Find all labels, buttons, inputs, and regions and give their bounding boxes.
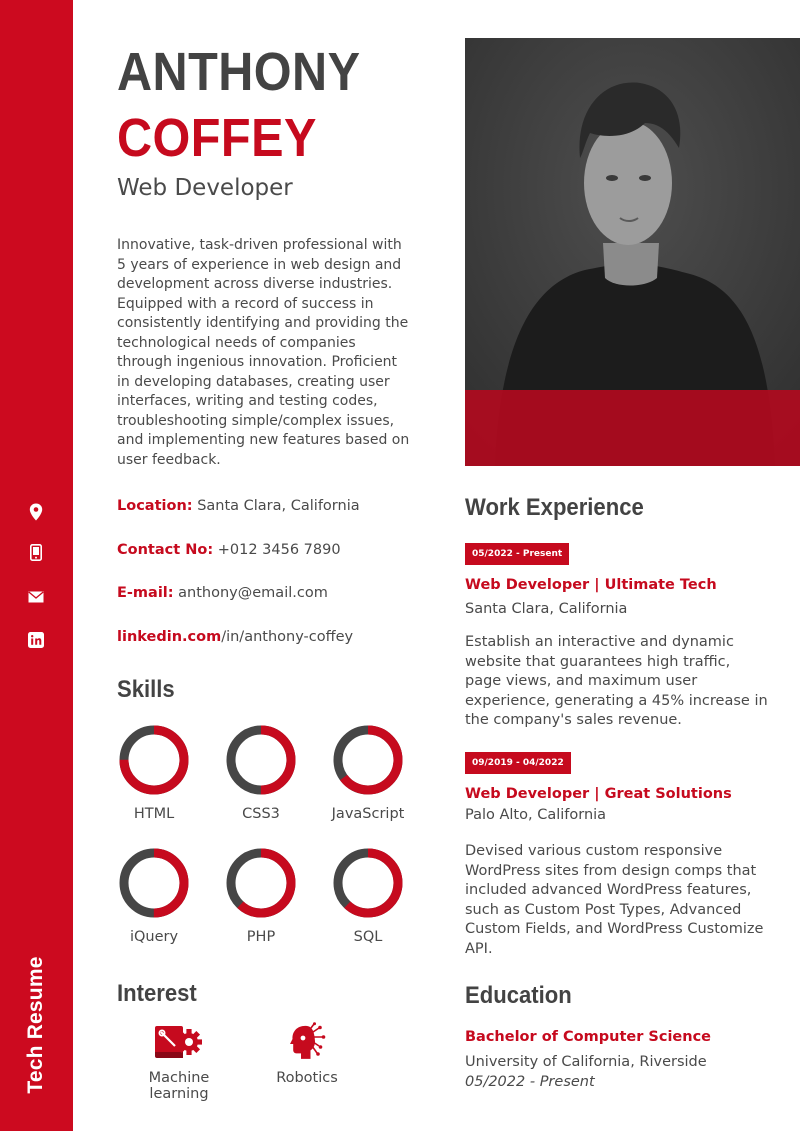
location-label: Location: [117, 498, 193, 514]
skill-ring [331, 723, 405, 797]
skill-php [216, 846, 306, 945]
linkedin-label: linkedin.com [117, 629, 222, 645]
machine-learning-icon [117, 1022, 241, 1062]
sidebar [0, 0, 73, 1131]
email-value: anthony@email.com [178, 585, 328, 601]
skill-html [109, 723, 199, 822]
skill-ring [117, 723, 191, 797]
job-2-location: Palo Alto, California [465, 807, 607, 823]
job-2-title: Web Developer | Great Solutions [465, 786, 732, 802]
skill-ring [224, 846, 298, 920]
job-2-description: Devised various custom responsive WordPress sites from design comps that included advanced WordPress features, such as Custom Post Types, Advanced Custom Fields, and WordPress Customize API. [465, 843, 764, 957]
linkedin-value: /in/anthony-coffey [221, 629, 354, 645]
work-experience-title: Work Experience [465, 494, 644, 521]
photo-accent-band [465, 390, 800, 466]
job-1-title: Web Developer | Ultimate Tech [465, 577, 717, 593]
job-1-location: Santa Clara, California [465, 601, 628, 617]
education-title: Education [465, 982, 572, 1009]
phone-label: Contact No: [117, 542, 214, 558]
skill-ring [224, 723, 298, 797]
interest-label-robotics: Robotics [276, 1070, 338, 1086]
skill-ring [331, 846, 405, 920]
contact-linkedin[interactable] [117, 629, 353, 645]
first-name: ANTHONY [117, 42, 361, 102]
phone-value: +012 3456 7890 [217, 542, 341, 558]
sidebar-label: Tech Resume [24, 956, 47, 1094]
linkedin-icon [27, 631, 45, 649]
interest-label-machine-learning: Machine learning [148, 1070, 210, 1102]
interest-title: Interest [117, 980, 197, 1007]
skill-css3 [216, 723, 306, 822]
job-1-date-badge: 05/2022 - Present [465, 543, 569, 565]
education-school: University of California, Riverside [465, 1054, 707, 1070]
skills-title: Skills [117, 676, 175, 703]
contact-email [117, 585, 328, 601]
skill-label: iQuery [129, 929, 179, 945]
education-date: 05/2022 - Present [465, 1074, 595, 1090]
email-label: E-mail: [117, 585, 174, 601]
skill-iquery [109, 846, 199, 945]
skill-sql [323, 846, 413, 945]
skill-label: SQL [353, 929, 383, 945]
interest-robotics [270, 1022, 344, 1086]
skill-label: HTML [133, 806, 175, 822]
location-value: Santa Clara, California [197, 498, 360, 514]
skill-label: PHP [246, 929, 276, 945]
phone-icon [27, 543, 45, 561]
envelope-icon [27, 588, 45, 606]
profile-photo [465, 38, 800, 466]
last-name: COFFEY [117, 108, 317, 168]
skill-label: CSS3 [242, 806, 280, 822]
job-role: Web Developer [117, 175, 293, 201]
skill-javascript [323, 723, 413, 822]
skill-label: JavaScript [331, 806, 405, 822]
education-degree: Bachelor of Computer Science [465, 1029, 712, 1045]
skill-ring [117, 846, 191, 920]
contact-phone [117, 542, 341, 558]
profile-summary: Innovative, task-driven professional with 5 years of experience in web design and development across diverse industries. Equipped with a record of success in consistently identifying and providing the technological needs of companies through ingenious innovation. Proficient in developing databases, creating user interfaces, writing and testing codes, troubleshooting simple/complex issues, and implementing new features based on user feedback. [117, 237, 410, 468]
interest-machine-learning [117, 1022, 241, 1102]
job-2-date-badge: 09/2019 - 04/2022 [465, 752, 571, 774]
job-1-description: Establish an interactive and dynamic website that guarantees high traffic, page views, and maximum user experience, generating a 45% increase in the company's sales revenue. [465, 634, 768, 728]
robotics-icon [270, 1022, 344, 1062]
contact-location [117, 498, 360, 514]
location-pin-icon [27, 503, 45, 521]
